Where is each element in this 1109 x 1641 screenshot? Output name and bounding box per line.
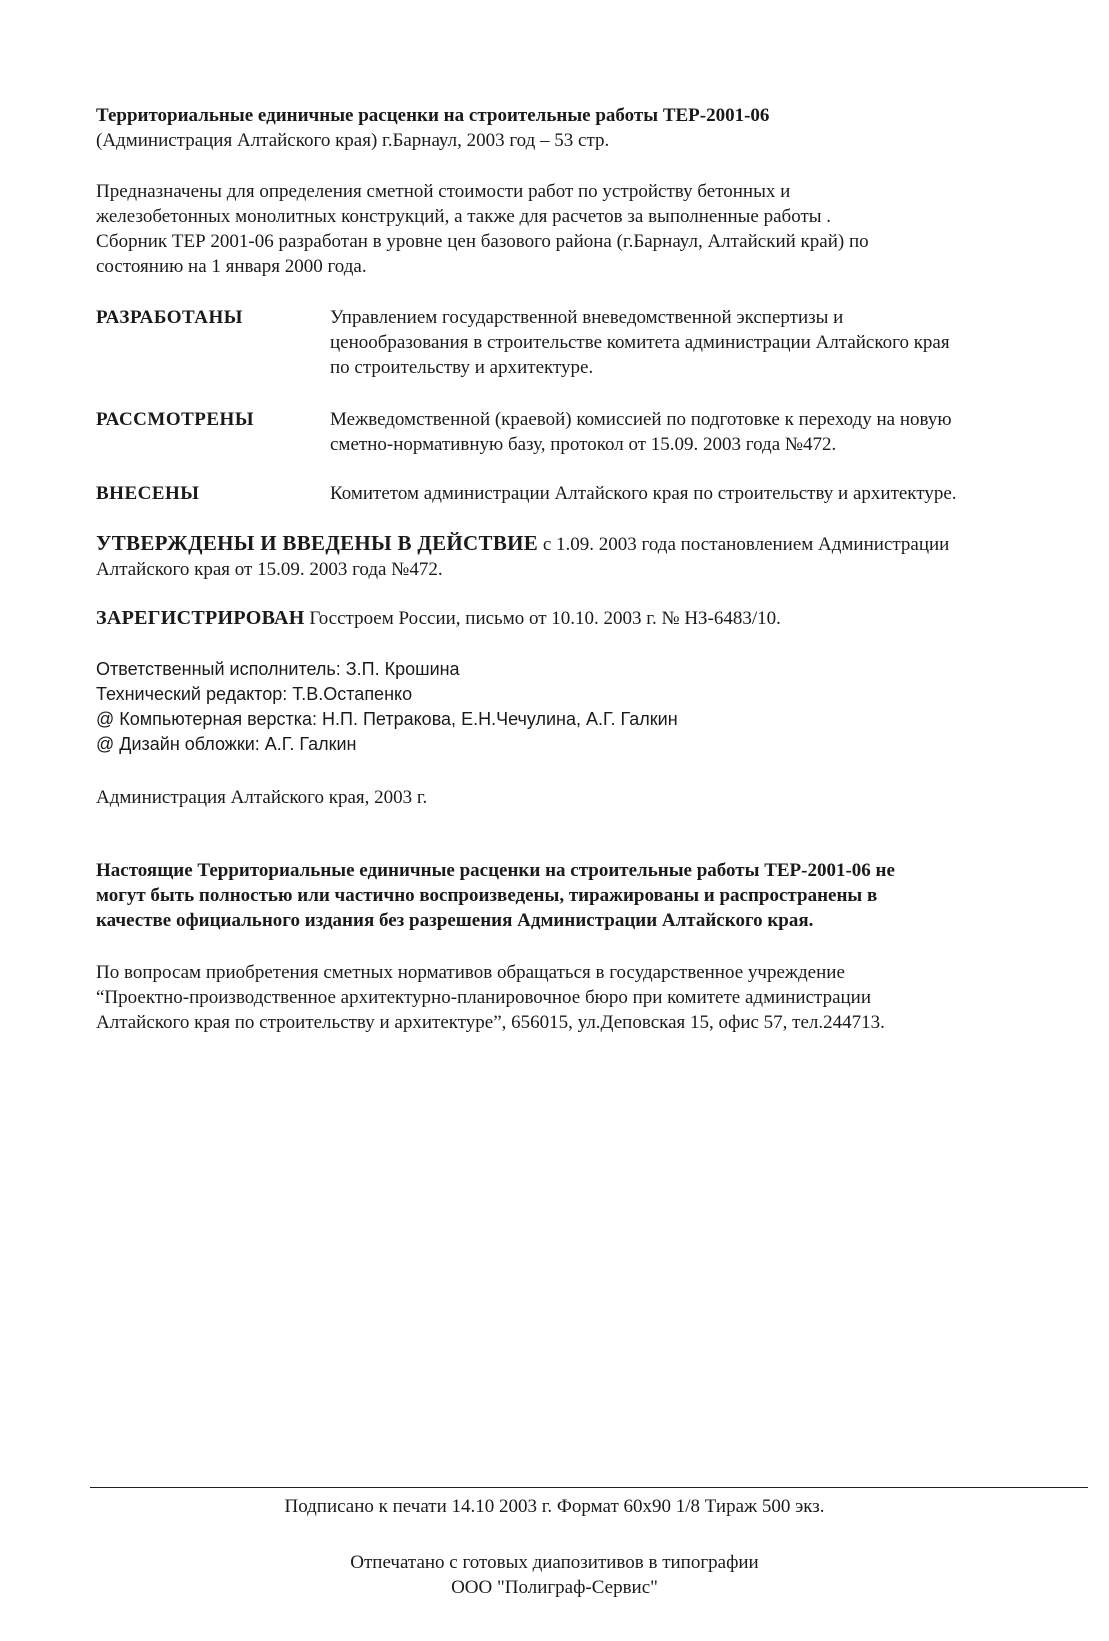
intro-paragraph bbox=[96, 179, 1076, 279]
registered-section bbox=[96, 606, 1076, 631]
reviewed-label: РАССМОТРЕНЫ bbox=[96, 409, 254, 430]
approved-line: Алтайского края от 15.09. 2003 года №472. bbox=[96, 559, 443, 580]
developed-line: по строительству и архитектуре. bbox=[330, 357, 594, 378]
credits-section bbox=[96, 657, 1076, 757]
document-header bbox=[96, 103, 1076, 153]
intro-line: состоянию на 1 января 2000 года. bbox=[96, 256, 367, 277]
imprint-signed: Подписано к печати 14.10 2003 г. Формат 60x90 1/8 Тираж 500 экз. bbox=[284, 1496, 825, 1517]
registered-label: ЗАРЕГИСТРИРОВАН bbox=[96, 607, 305, 629]
developed-line: Управлением государственной вневедомственной экспертизы и bbox=[330, 307, 844, 328]
document-subtitle: (Администрация Алтайского края) г.Барнаул, 2003 год – 53 стр. bbox=[96, 130, 610, 151]
approved-label: УТВЕРЖДЕНЫ И ВВЕДЕНЫ В ДЕЙСТВИЕ bbox=[96, 531, 539, 555]
registered-text: Госстроем России, письмо от 10.10. 2003 г. № НЗ-6483/10. bbox=[304, 608, 781, 629]
submitted-text bbox=[330, 481, 1090, 506]
imprint-printer: ООО "Полиграф-Сервис" bbox=[451, 1577, 658, 1598]
credits-line: @ Компьютерная верстка: Н.П. Петракова, Е.Н.Чечулина, А.Г. Галкин bbox=[96, 709, 678, 729]
developed-label: РАЗРАБОТАНЫ bbox=[96, 307, 243, 328]
imprint-printed: Отпечатано с готовых диапозитивов в типографии bbox=[350, 1552, 759, 1573]
notice-line: могут быть полностью или частично воспроизведены, тиражированы и распространены в bbox=[96, 885, 878, 906]
reviewed-line: сметно-нормативную базу, протокол от 15.09. 2003 года №472. bbox=[330, 434, 837, 455]
reviewed-line: Межведомственной (краевой) комиссией по подготовке к переходу на новую bbox=[330, 409, 952, 430]
copyright-line bbox=[96, 785, 1076, 810]
developed-line: ценообразования в строительстве комитета администрации Алтайского края bbox=[330, 332, 950, 353]
intro-line: Сборник ТЕР 2001-06 разработан в уровне цен базового района (г.Барнаул, Алтайский край) по bbox=[96, 231, 869, 252]
document-title: Территориальные единичные расценки на строительные работы ТЕР-2001-06 bbox=[96, 105, 770, 126]
approved-text: с 1.09. 2003 года постановлением Администрации bbox=[538, 534, 950, 555]
notice-line: качестве официального издания без разрешения Администрации Алтайского края. bbox=[96, 910, 814, 931]
intro-line: Предназначены для определения сметной стоимости работ по устройству бетонных и bbox=[96, 181, 791, 202]
copyright-text: Администрация Алтайского края, 2003 г. bbox=[96, 787, 428, 808]
credits-line: Ответственный исполнитель: З.П. Крошина bbox=[96, 659, 460, 679]
approved-line bbox=[96, 531, 1076, 557]
footer-divider bbox=[90, 1487, 1088, 1488]
credits-line: Технический редактор: Т.В.Остапенко bbox=[96, 684, 413, 704]
submitted-label: ВНЕСЕНЫ bbox=[96, 483, 200, 504]
registered-line bbox=[96, 606, 1076, 631]
submitted-line: Комитетом администрации Алтайского края по строительству и архитектуре. bbox=[330, 483, 957, 504]
contact-line: Алтайского края по строительству и архитектуре”, 656015, ул.Деповская 15, офис 57, тел.244713. bbox=[96, 1012, 885, 1033]
credits-line: @ Дизайн обложки: А.Г. Галкин bbox=[96, 734, 357, 754]
contact-paragraph bbox=[96, 960, 1086, 1035]
developed-text bbox=[330, 305, 1090, 380]
notice-line: Настоящие Территориальные единичные расценки на строительные работы ТЕР-2001-06 не bbox=[96, 860, 895, 881]
intro-line: железобетонных монолитных конструкций, а также для расчетов за выполненные работы . bbox=[96, 206, 832, 227]
notice-paragraph bbox=[96, 858, 1086, 933]
contact-line: “Проектно-производственное архитектурно-планировочное бюро при комитете администрации bbox=[96, 987, 872, 1008]
contact-line: По вопросам приобретения сметных нормативов обращаться в государственное учреждение bbox=[96, 962, 845, 983]
reviewed-text bbox=[330, 407, 1090, 457]
approved-section bbox=[96, 531, 1076, 582]
